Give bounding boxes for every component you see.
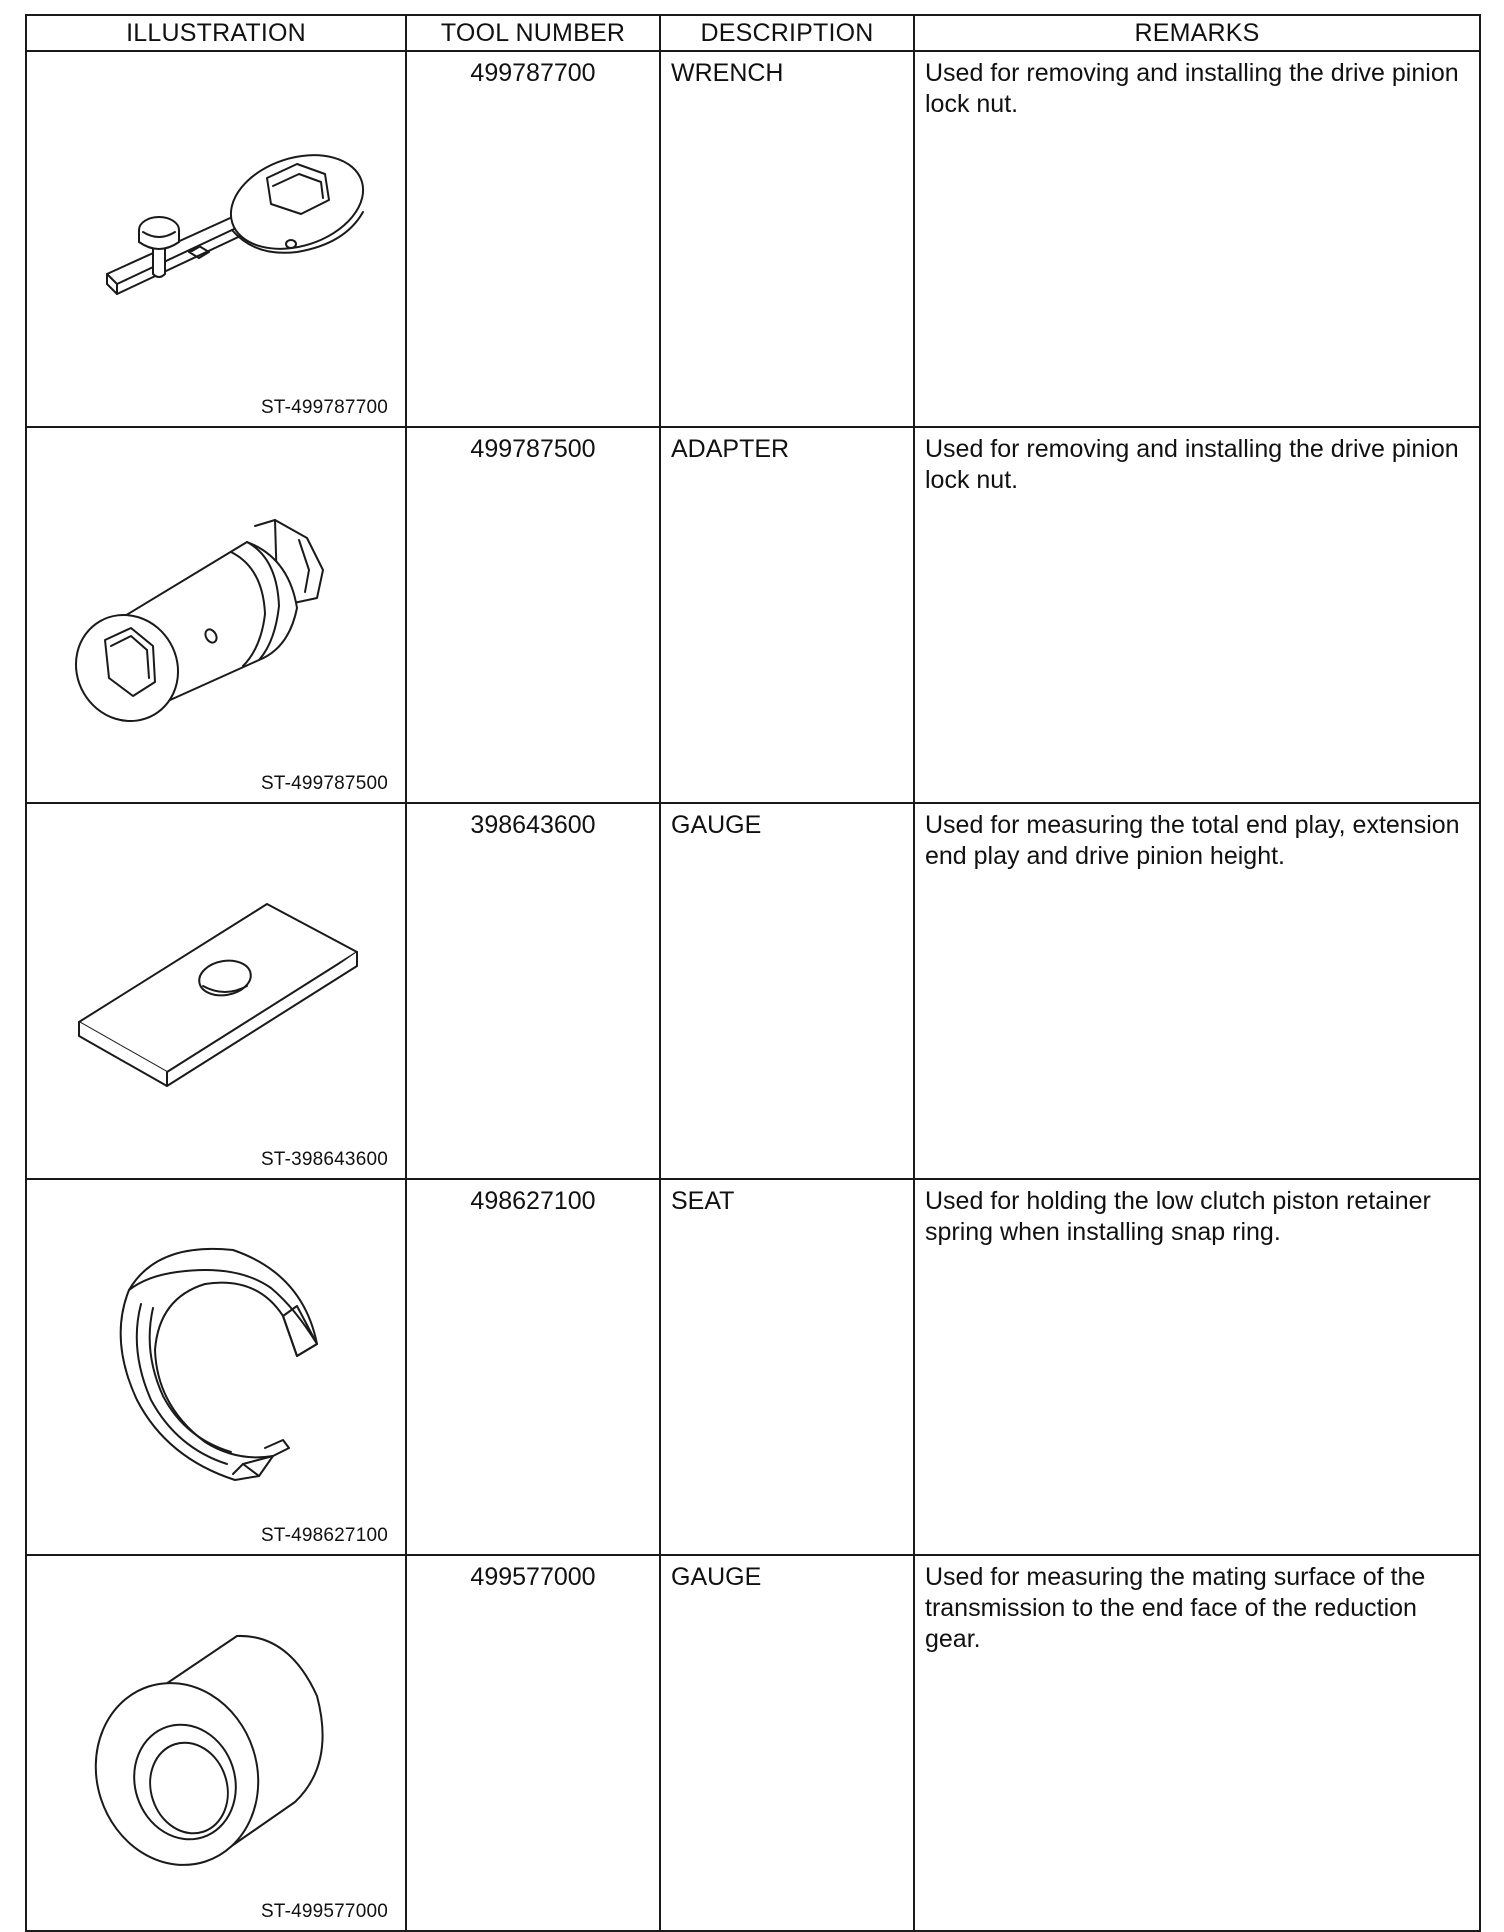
illustration-code: ST-499787700 <box>260 397 388 418</box>
table-row <box>26 427 1480 803</box>
remarks-cell: Used for removing and installing the drive pinion lock nut. <box>914 51 1480 427</box>
illustration-cell <box>26 51 406 427</box>
remarks-cell: Used for measuring the total end play, extension end play and drive pinion height. <box>914 803 1480 1179</box>
tool-number-cell: 499787700 <box>406 51 660 427</box>
illustration-code: ST-499787500 <box>260 773 388 794</box>
illustration-code: ST-398643600 <box>260 1149 388 1170</box>
illustration-code: ST-499577000 <box>260 1901 388 1922</box>
gauge-plate-illustration <box>27 804 407 1172</box>
tool-number-cell: 499577000 <box>406 1555 660 1931</box>
seat-illustration <box>27 1180 407 1548</box>
illustration-cell <box>26 803 406 1179</box>
tool-number-cell: 398643600 <box>406 803 660 1179</box>
tool-number-cell: 498627100 <box>406 1179 660 1555</box>
tool-number-cell: 499787500 <box>406 427 660 803</box>
table-row <box>26 1179 1480 1555</box>
illustration-cell <box>26 1179 406 1555</box>
illustration-code: ST-498627100 <box>260 1525 388 1546</box>
adapter-illustration <box>27 428 407 796</box>
header-illustration: ILLUSTRATION <box>26 15 406 51</box>
description-cell: SEAT <box>660 1179 914 1555</box>
remarks-cell: Used for holding the low clutch piston retainer spring when installing snap ring. <box>914 1179 1480 1555</box>
table-row <box>26 51 1480 427</box>
description-cell: GAUGE <box>660 1555 914 1931</box>
remarks-cell: Used for removing and installing the drive pinion lock nut. <box>914 427 1480 803</box>
wrench-illustration <box>27 52 407 420</box>
description-cell: WRENCH <box>660 51 914 427</box>
description-cell: GAUGE <box>660 803 914 1179</box>
table-row <box>26 1555 1480 1931</box>
table-row <box>26 803 1480 1179</box>
special-tools-table <box>25 14 1481 1932</box>
header-row <box>26 15 1480 51</box>
illustration-cell <box>26 427 406 803</box>
header-remarks: REMARKS <box>914 15 1480 51</box>
header-tool-number: TOOL NUMBER <box>406 15 660 51</box>
header-description: DESCRIPTION <box>660 15 914 51</box>
gauge-ring-illustration <box>27 1556 407 1924</box>
remarks-cell: Used for measuring the mating surface of the transmission to the end face of the reduction gear. <box>914 1555 1480 1931</box>
illustration-cell <box>26 1555 406 1931</box>
description-cell: ADAPTER <box>660 427 914 803</box>
